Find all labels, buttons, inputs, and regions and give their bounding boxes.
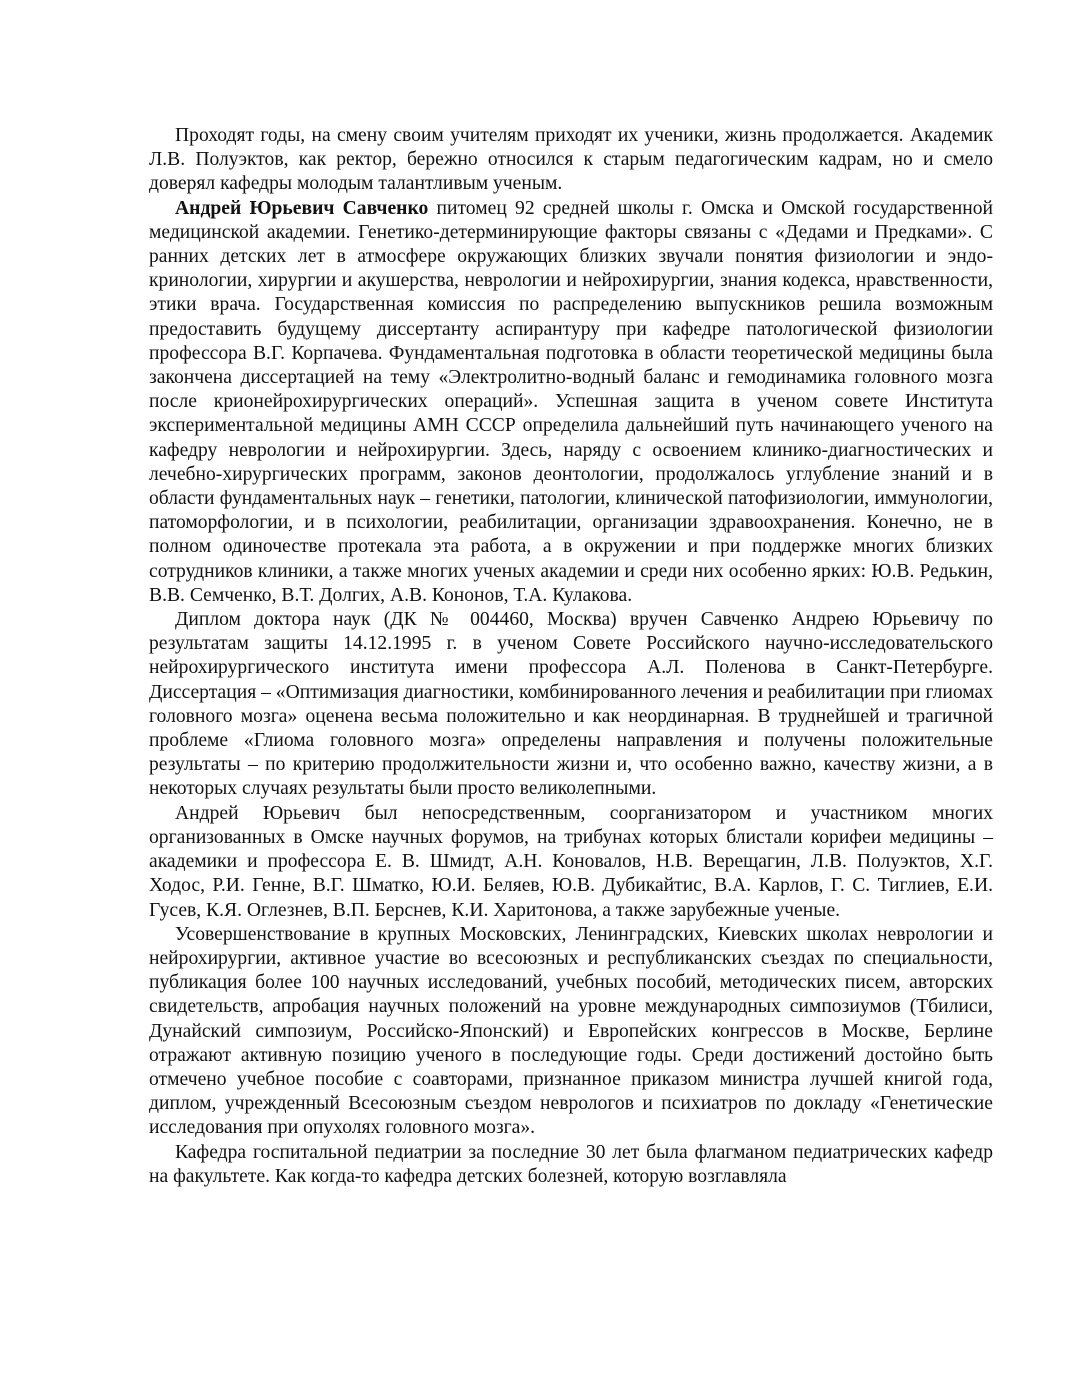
paragraph-savchenko-bio-text: питомец 92 средней школы г. Омска и Омской государственной медицинской академии. Генетико-детерминирующие факторы связаны с «Дедами и Предками». С ранних детских лет в атмосфере окружающих близких звучали понятия физиологии и эндо- кринологии, хирургии и акушерства, неврологии и нейрохирургии, знания кодекса, нравственности, этики врача. Государственная комиссия по распределению выпускников решила возможным предоставить будущему диссертанту аспирантуру при кафедре патологической физиологии профессора В.Г. Корпачева. Фундаментальная подготовка в области теоретической медицины была закончена диссертацией на тему «Электролитно-водный баланс и гемодинамика головного мозга после крионейрохирургических операций». Успешная защита в ученом совете Института экспериментальной медицины АМН СССР определила дальнейший путь начинающего ученого на кафедру неврологии и нейрохирургии. Здесь, наряду с освоением клинико-диагностических и лечебно-хирургических программ, законов деонтологии, продолжалось углубление знаний и в области фундаментальных наук – генетики, патологии, клинической патофизиологии, иммунологии, патоморфологии, и в психологии, реабилитации, организации здравоохранения. Конечно, не в полном одиночестве протекала эта работа, а в окружении и при поддержке многих близких сотрудников клиники, а также многих ученых академии и среди них особенно ярких: Ю.В. Редькин, В.В. Семченко, В.Т. Долгих, А.В. Кононов, Т.А. Кулакова. [149, 197, 993, 606]
paragraph-achievements: Усовершенствование в крупных Московских, Ленинградских, Киевских школах неврологии и нейрохирургии, активное участие во всесоюзных и республиканских съездах по специальности, публикация более 100 научных исследований, учебных пособий, методических писем, авторских свидетельств, апробация научных положений на уровне международных симпозиумов (Тбилиси, Дунайский симпозиум, Российско-Японский) и Европейских конгрессов в Москве, Берлине отражают активную позицию ученого в последующие годы. Среди достижений достойно быть отмечено учебное пособие с соавторами, признанное приказом министра лучшей книгой года, диплом, учрежденный Всесоюзным съездом неврологов и психиатров по докладу «Генетические исследования при опухолях головного мозга». [149, 923, 993, 1139]
document-page [149, 124, 993, 1189]
person-name-savchenko: Андрей Юрьевич Савченко [175, 197, 429, 219]
paragraph-scientific-forums: Андрей Юрьевич был непосредственным, соорганизатором и участником многих организованных в Омске научных форумов, на трибунах которых блистали корифеи медицины – академики и профессора Е. В. Шмидт, А.Н. Коновалов, Н.В. Верещагин, Л.В. Полуэктов, Х.Г. Ходос, Р.И. Генне, В.Г. Шматко, Ю.И. Беляев, Ю.В. Дубикайтис, В.А. Карлов, Г. С. Тиглиев, Е.И. Гусев, К.Я. Оглезнев, В.П. Берснев, К.И. Харитонова, а также зарубежные ученые. [149, 802, 993, 921]
paragraph-savchenko-bio [149, 197, 993, 608]
paragraph-hospital-pediatrics: Кафедра госпитальной педиатрии за последние 30 лет была флагманом педиатрических кафедр на факультете. Как когда-то кафедра детских болезней, которую возглавляла [149, 1141, 993, 1187]
paragraph-doctoral-diploma: Диплом доктора наук (ДК № 004460, Москва) вручен Савченко Андрею Юрьевичу по результатам защиты 14.12.1995 г. в ученом Совете Российского научно-исследовательского нейрохирургического института имени профессора А.Л. Поленова в Санкт-Петербурге. Диссертация – «Оптимизация диагностики, комбинированного лечения и реабилитации при глиомах головного мозга» оценена весьма положительно и как неординарная. В труднейшей и трагичной проблеме «Глиома головного мозга» определены направления и получены положительные результаты – по критерию продолжительности жизни и, что особенно важно, качеству жизни, а в некоторых случаях результаты были просто великолепными. [149, 609, 994, 800]
paragraph-succession: Проходят годы, на смену своим учителям приходят их ученики, жизнь продолжается. Академик Л.В. Полуэктов, как ректор, бережно относился к старым педагогическим кадрам, но и смело доверял кафедры молодым талантливым ученым. [149, 125, 993, 195]
